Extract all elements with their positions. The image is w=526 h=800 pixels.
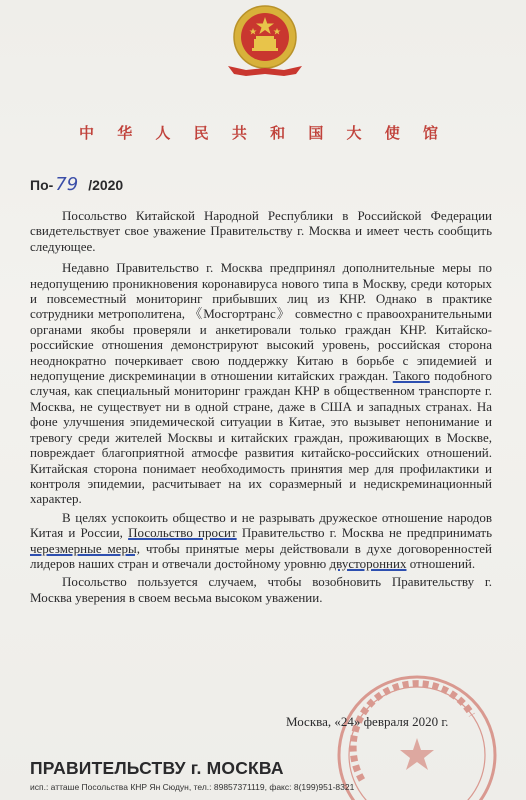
document-number bbox=[30, 174, 123, 195]
paragraph-2-underlined: Такого bbox=[392, 368, 430, 384]
doc-number-prefix: По- bbox=[30, 177, 54, 193]
paragraph-3-part-c: чтобы принятые меры действовали в духе договоренностей лидеров наших стран и отвечали достойному уровню bbox=[30, 540, 492, 571]
place-date-line: Москва, «24» февраля 2020 г. bbox=[286, 714, 449, 729]
doc-number-handwritten: 79 bbox=[55, 174, 79, 195]
paragraph-3-underlined-2: черезмерные меры, bbox=[30, 540, 141, 556]
paragraph-3 bbox=[30, 510, 492, 572]
paragraph-2-part-b: подобного случая, как специальный мониторинг граждан КНР в общественном транспорте г. Москва, не существует ни в одной стране, даже в США и западных странах. На фоне улучшения эпидемической ситуации в Китае, это вызывет непонимание и тревогу среди жителей Москвы и китайских граждан, проживающих в Москве, повреждает благоприятной атмосфе развития китайско-российских отношений. Китайская сторона понимает необходимость принятия мер для профилактики и контроля эпидемии, расчитывает на их соразмерный и недискреминационный характер. bbox=[30, 368, 492, 507]
emblem-ribbon-icon bbox=[226, 64, 304, 78]
paragraph-4: Посольство пользуется случаем, чтобы возобновить Правительству г. Москва уверения в своем весьма высоком уважении. bbox=[30, 574, 492, 605]
recipient-heading: ПРАВИТЕЛЬСТВУ г. МОСКВА bbox=[30, 758, 284, 778]
embassy-title: 中 华 人 民 共 和 国 大 使 馆 bbox=[78, 124, 447, 142]
letter-body bbox=[30, 208, 492, 608]
paragraph-2-part-a: Недавно Правительство г. Москва предпринял дополнительные меры по недопущению проникновения коронавируса нового типа в Москву, среди которых и повсеместный мониторинг прибывших лиц из КНР. Однако в практике сотрудники метрополитена, 《Мосгортранс》 совместно с правоохранительными органами якобы проверяли и анкетировали только граждан КНР. Китайско-российские отношения демонстрируют высокий уровень, российская сторона неоднократно почеркивает свою поддержку Китаю в борьбе с эпидемией и недопущение дискреминации в отношении китайских граждан. bbox=[30, 260, 492, 384]
paragraph-3-underlined-1: Посольство просит bbox=[128, 525, 237, 541]
paragraph-3-part-d: отношений. bbox=[409, 555, 476, 571]
embassy-seal-icon bbox=[322, 660, 512, 800]
paragraph-3-part-a: В целях успокоить общество и не разрывать дружеское отношение народов Китая и России, bbox=[30, 509, 492, 541]
paragraph-2 bbox=[30, 260, 492, 507]
paragraph-3-part-b: Правительство г. Москва не предпринимать bbox=[241, 525, 493, 541]
contact-line: исп.: атташе Посольства КНР Ян Сюдун, тел.: 89857371119, факс: 8(199)951-8321 bbox=[30, 782, 355, 792]
doc-number-year: /2020 bbox=[88, 177, 124, 193]
paragraph-1: Посольство Китайской Народной Республики в Российской Федерации свидетельствует свое уважение Правительству г. Москва и имеет честь сообщить следующее. bbox=[30, 208, 492, 254]
national-emblem-icon bbox=[232, 4, 298, 70]
paragraph-3-underlined-3: двусторонних bbox=[329, 555, 407, 571]
